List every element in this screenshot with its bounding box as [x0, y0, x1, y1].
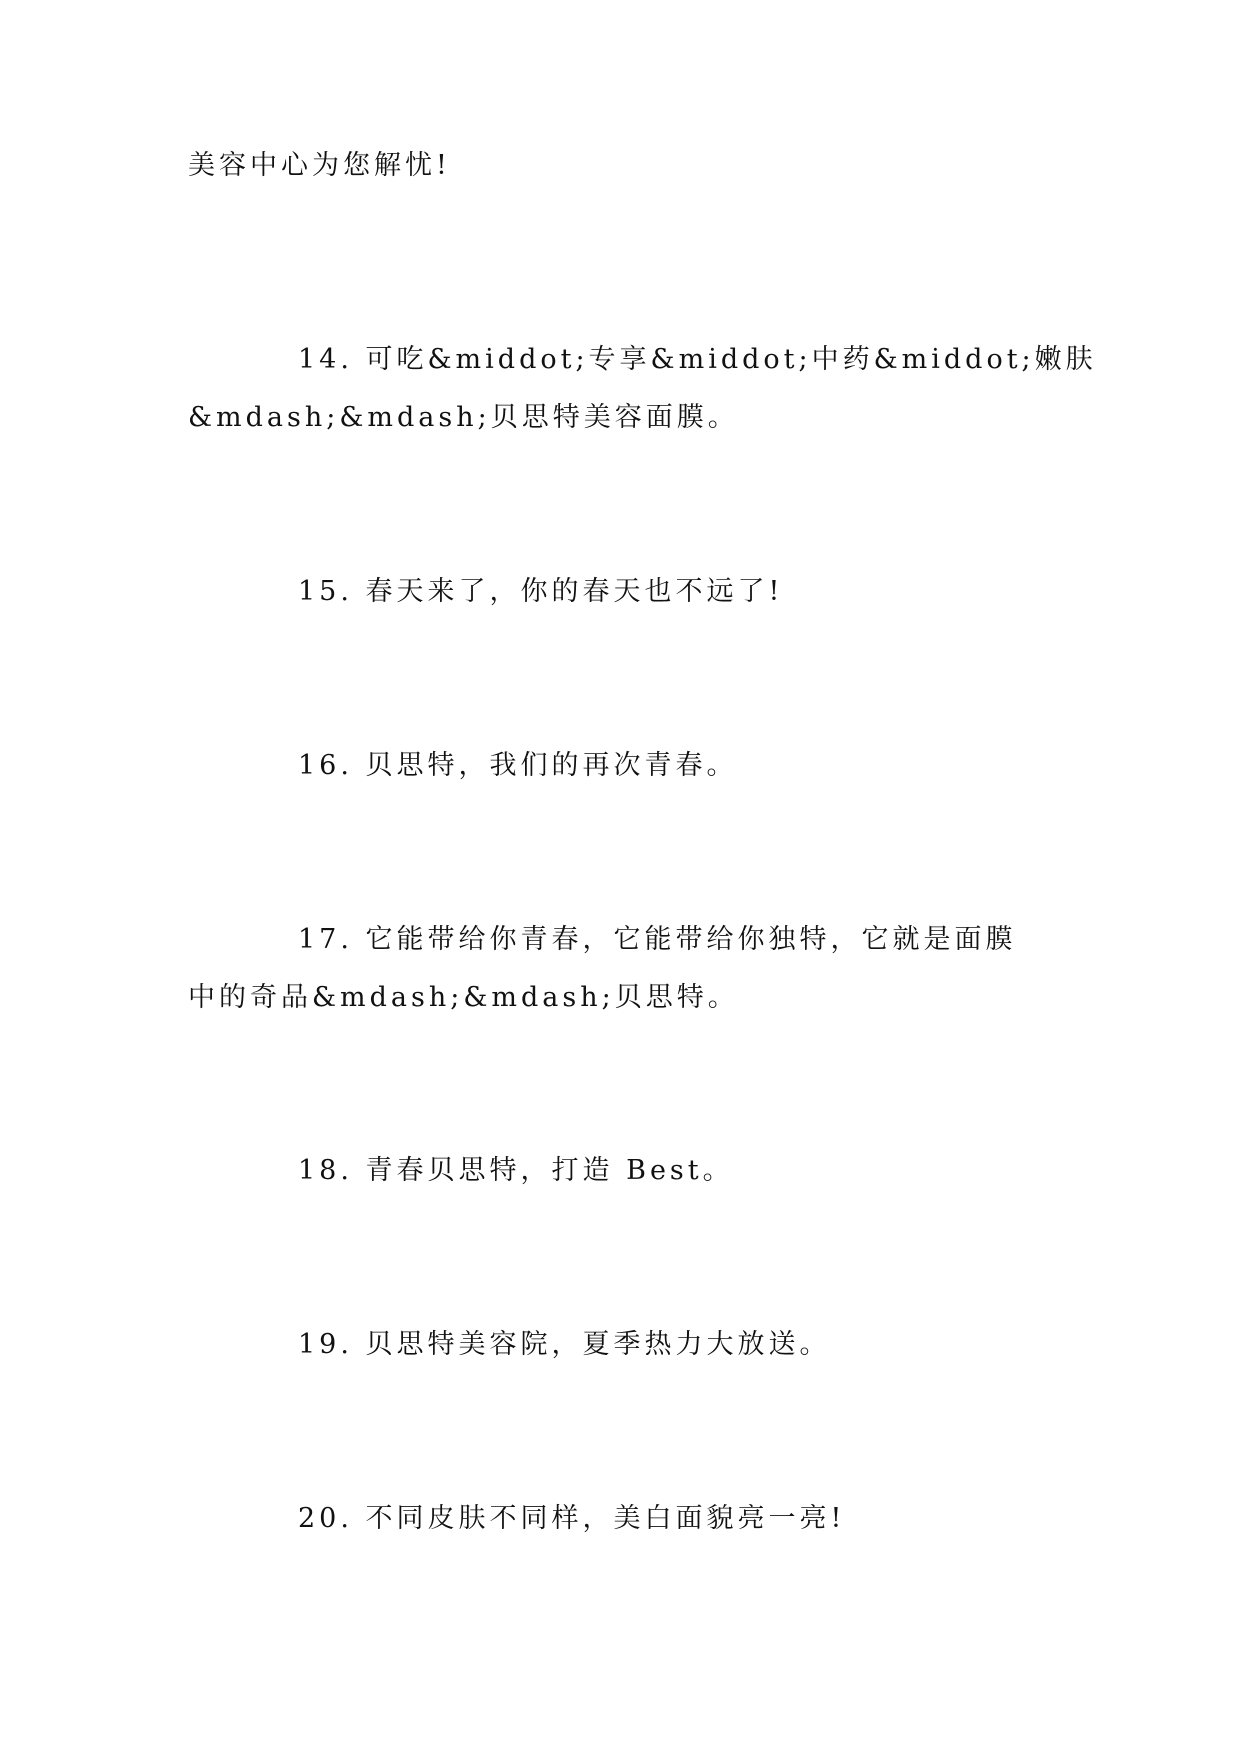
paragraph-line: 19. 贝思特美容院，夏季热力大放送。: [298, 1329, 831, 1360]
paragraph-line: 15. 春天来了，你的春天也不远了!: [298, 576, 784, 607]
paragraph-line: 中的奇品&mdash;&mdash;贝思特。: [188, 982, 739, 1013]
paragraph-line: 14. 可吃&middot;专享&middot;中药&middot;嫩肤: [298, 344, 1097, 375]
paragraph-line: 20. 不同皮肤不同样，美白面貌亮一亮!: [298, 1503, 846, 1534]
paragraph-line: &mdash;&mdash;贝思特美容面膜。: [188, 402, 739, 433]
paragraph-line: 17. 它能带给你青春，它能带给你独特，它就是面膜: [298, 924, 1017, 955]
paragraph-line: 16. 贝思特，我们的再次青春。: [298, 750, 738, 781]
paragraph-line: 美容中心为您解忧!: [188, 150, 451, 181]
paragraph-line: 18. 青春贝思特，打造 Best。: [298, 1155, 734, 1186]
